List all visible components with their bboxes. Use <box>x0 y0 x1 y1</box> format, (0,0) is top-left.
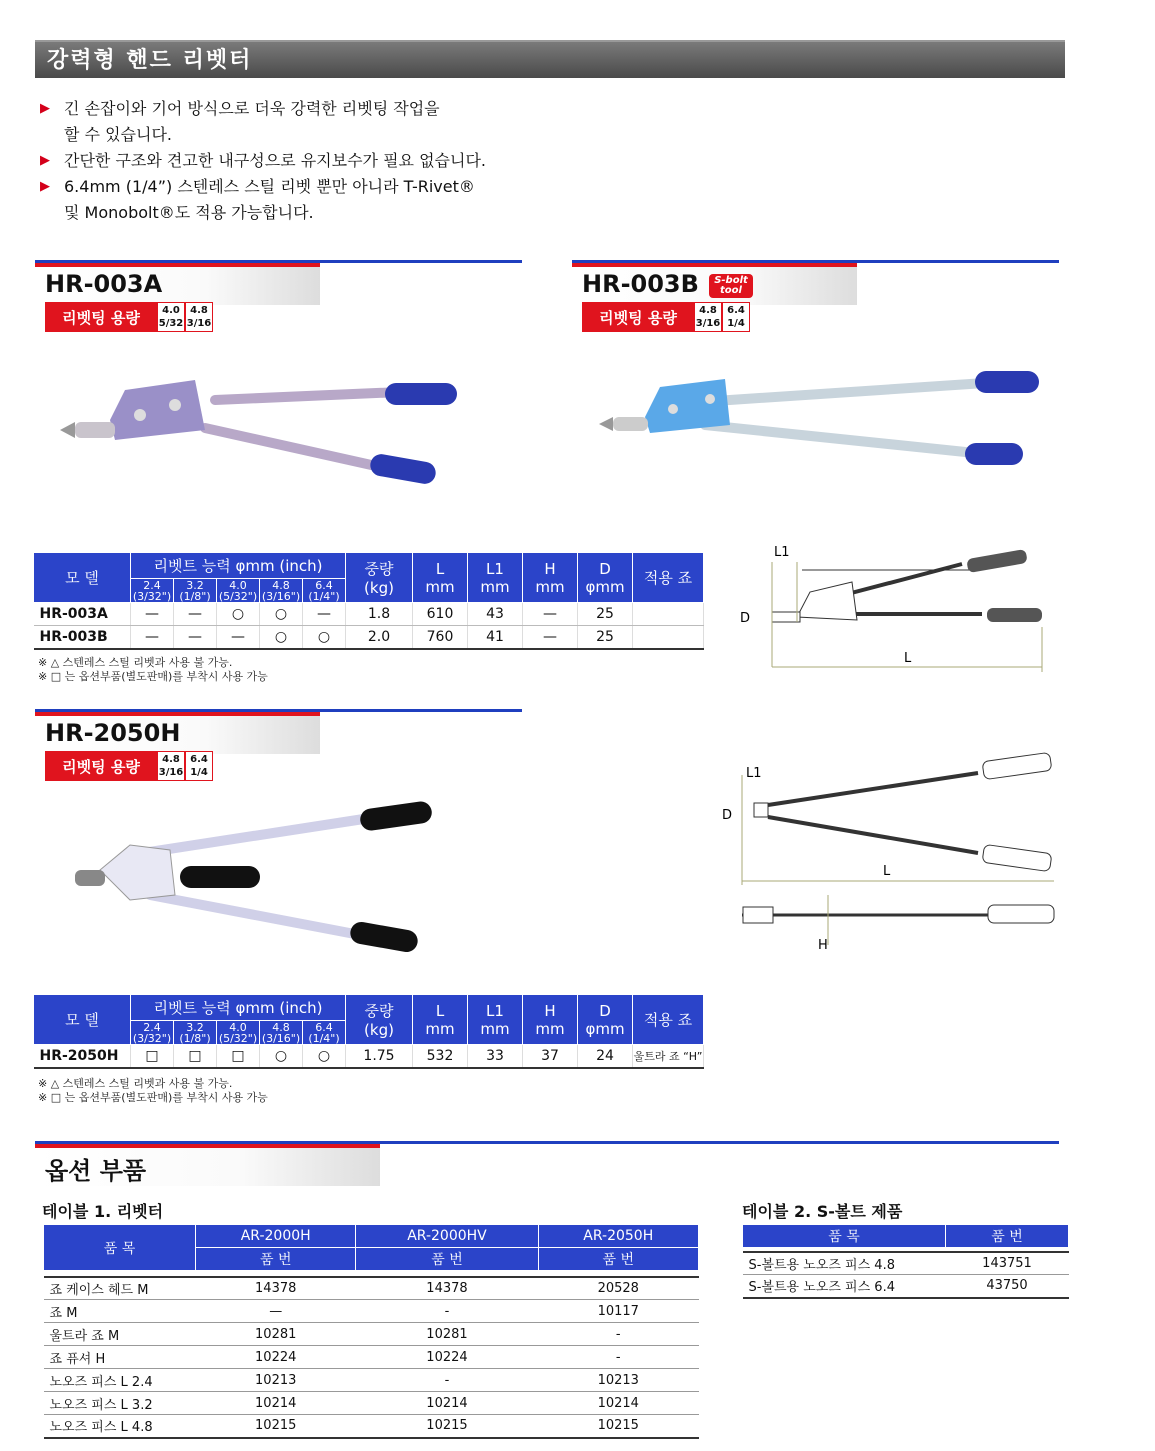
col-d: D φmm <box>578 553 633 603</box>
col-size: 4.0 (5/32") <box>217 1021 260 1045</box>
notes-1: ※ △ 스텐레스 스틸 리벳과 사용 불 가능. ※ □ 는 옵션부품(별도판매)를 부착시 사용 가능 <box>38 656 268 683</box>
col-size: 6.4 (1/4") <box>303 579 346 603</box>
label-l: L <box>883 864 891 879</box>
table-row: 죠 M — - 10117 <box>44 1300 699 1323</box>
options-table-2 <box>742 1224 1069 1299</box>
col-h: H mm <box>523 995 578 1045</box>
capacity-value: 4.8 3/16 <box>185 302 213 332</box>
col-partno: 품 번 <box>538 1248 698 1271</box>
feature-item: ▶ 긴 손잡이와 기어 방식으로 더욱 강력한 리벳팅 작업을 <box>40 96 486 122</box>
col-d: D φmm <box>578 995 633 1045</box>
page-title: 강력형 핸드 리벳터 <box>47 48 253 73</box>
col-size: 6.4 (1/4") <box>303 1021 346 1045</box>
label-h: H <box>818 938 828 953</box>
col-size: 3.2 (1/8") <box>174 579 217 603</box>
label-l: L <box>904 651 912 666</box>
col-partno: 품 번 <box>356 1248 538 1271</box>
table-row: S-볼트용 노오즈 피스 6.4 43750 <box>743 1275 1069 1298</box>
col-model: 모 델 <box>34 553 131 603</box>
col-capacity: 리벳트 능력 φmm (inch) <box>131 553 346 579</box>
table-row: 죠 퓨셔 H 10224 10224 - <box>44 1346 699 1369</box>
label-l1: L1 <box>774 545 790 560</box>
col-jaw: 적용 죠 <box>633 553 704 603</box>
table-row: HR-2050H □ □ □ ○ ○ 1.75 532 33 37 24 울트라 죠 “H” <box>34 1045 704 1068</box>
col-h: H mm <box>523 553 578 603</box>
product-header-hr2050h <box>35 709 522 778</box>
table2-title: 테이블 2. S-볼트 제품 <box>742 1202 903 1221</box>
product-header-hr003b <box>572 260 1059 329</box>
feature-item: ▶ 6.4mm (1/4”) 스텐레스 스틸 리벳 뿐만 아니라 T-Rivet® <box>40 174 486 200</box>
col-size: 2.4 (3/32") <box>131 1021 174 1045</box>
capacity-box <box>582 302 750 332</box>
product-header-hr003a <box>35 260 522 329</box>
col-capacity: 리벳트 능력 φmm (inch) <box>131 995 346 1021</box>
col-partno: 품 번 <box>196 1248 356 1271</box>
col-model: AR-2000H <box>196 1225 356 1248</box>
table-row: 울트라 죠 M 10281 10281 - <box>44 1323 699 1346</box>
notes-2: ※ △ 스텐레스 스틸 리벳과 사용 불 가능. ※ □ 는 옵션부품(별도판매)를 부착시 사용 가능 <box>38 1077 268 1104</box>
col-size: 2.4 (3/32") <box>131 579 174 603</box>
product-title: HR-003A <box>45 270 163 298</box>
hr003b-tool-image <box>595 365 1045 480</box>
col-partno: 품 번 <box>946 1225 1069 1248</box>
feature-item: ▶ 간단한 구조와 견고한 내구성으로 유지보수가 필요 없습니다. <box>40 148 486 174</box>
col-size: 4.8 (3/16") <box>260 579 303 603</box>
col-l: L mm <box>413 995 468 1045</box>
capacity-label: 리벳팅 용량 <box>45 302 157 332</box>
col-l: L mm <box>413 553 468 603</box>
product-title: HR-003B <box>582 270 699 298</box>
capacity-value: 6.4 1/4 <box>185 751 213 781</box>
options-table-1 <box>43 1224 699 1439</box>
capacity-value: 6.4 1/4 <box>722 302 750 332</box>
capacity-value: 4.8 3/16 <box>157 751 185 781</box>
options-header <box>35 1141 1059 1201</box>
col-model: 모 델 <box>34 995 131 1045</box>
col-model: AR-2000HV <box>356 1225 538 1248</box>
col-weight: 중량 (kg) <box>346 553 413 603</box>
col-l1: L1 mm <box>468 995 523 1045</box>
capacity-box <box>45 751 213 781</box>
feature-item-cont: 할 수 있습니다. <box>64 125 172 144</box>
table-row: 노오즈 피스 L 4.8 10215 10215 10215 <box>44 1415 699 1438</box>
feature-list <box>40 96 486 226</box>
table-row: HR-003A — — ○ ○ — 1.8 610 43 — 25 <box>34 603 704 626</box>
col-weight: 중량 (kg) <box>346 995 413 1045</box>
product-title: HR-2050H <box>45 719 181 747</box>
table-row: HR-003B — — — ○ ○ 2.0 760 41 — 25 <box>34 626 704 649</box>
spec-table-1 <box>33 552 704 650</box>
table-row: S-볼트용 노오즈 피스 4.8 143751 <box>743 1252 1069 1275</box>
hr003-dimension-diagram <box>732 542 1052 677</box>
col-size: 4.8 (3/16") <box>260 1021 303 1045</box>
table-row: 죠 케이스 헤드 M 14378 14378 20528 <box>44 1277 699 1300</box>
table1-title: 테이블 1. 리벳터 <box>42 1202 164 1221</box>
label-l1: L1 <box>746 766 762 781</box>
spec-table-2 <box>33 994 704 1069</box>
capacity-value: 4.8 3/16 <box>694 302 722 332</box>
page-title-bar <box>35 40 1065 78</box>
capacity-box <box>45 302 213 332</box>
capacity-label: 리벳팅 용량 <box>45 751 157 781</box>
col-size: 4.0 (5/32") <box>217 579 260 603</box>
col-item: 품 목 <box>743 1225 946 1248</box>
hr2050h-tool-image <box>60 800 440 960</box>
options-title: 옵션 부품 <box>45 1157 147 1185</box>
table-row: 노오즈 피스 L 2.4 10213 - 10213 <box>44 1369 699 1392</box>
col-model: AR-2050H <box>538 1225 698 1248</box>
table-row: 노오즈 피스 L 3.2 10214 10214 10214 <box>44 1392 699 1415</box>
col-item: 품 목 <box>44 1225 196 1271</box>
hr2050h-dimension-diagram <box>718 745 1058 955</box>
col-size: 3.2 (1/8") <box>174 1021 217 1045</box>
label-d: D <box>740 611 751 626</box>
col-jaw: 적용 죠 <box>633 995 704 1045</box>
hr003a-tool-image <box>55 370 465 495</box>
sbolt-badge: S-bolt tool <box>709 274 753 298</box>
capacity-value: 4.0 5/32 <box>157 302 185 332</box>
col-l1: L1 mm <box>468 553 523 603</box>
label-d: D <box>722 808 733 823</box>
feature-item-cont: 및 Monobolt®도 적용 가능합니다. <box>64 203 314 222</box>
capacity-label: 리벳팅 용량 <box>582 302 694 332</box>
